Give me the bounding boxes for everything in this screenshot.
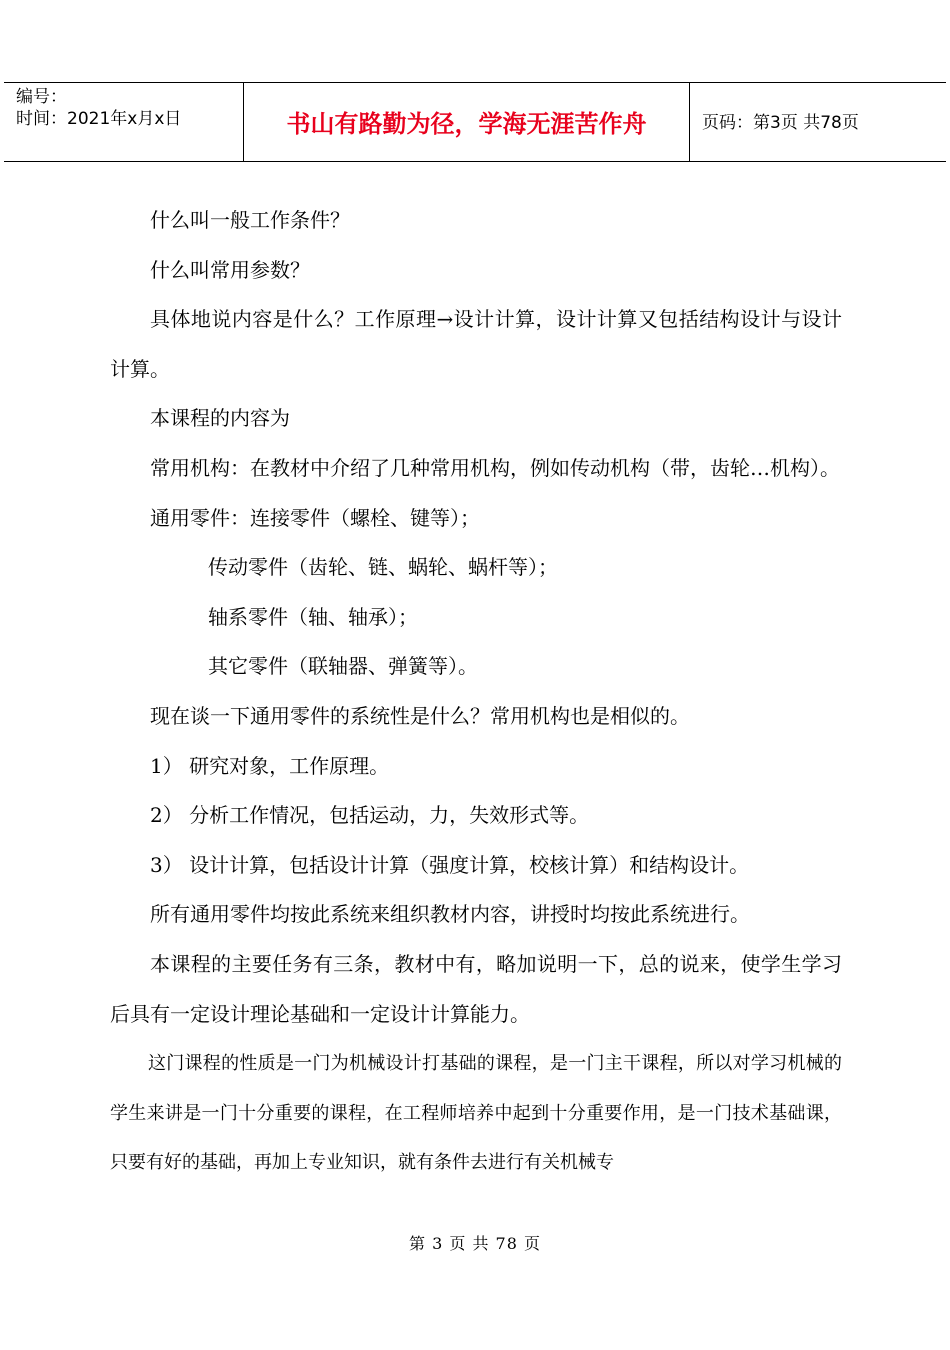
body-paragraph: 2） 分析工作情况，包括运动，力，失效形式等。 (150, 803, 590, 828)
document-body (110, 196, 842, 1188)
document-code-label: 编号： (16, 87, 67, 107)
body-paragraph: 其它零件（联轴器、弹簧等）。 (208, 654, 478, 679)
body-paragraph: 轴系零件（轴、轴承）； (208, 604, 418, 629)
body-paragraph: 传动零件（齿轮、链、蜗轮、蜗杆等）； (208, 555, 558, 580)
body-paragraph: 1） 研究对象，工作原理。 (150, 753, 390, 778)
body-paragraph: 这门课程的性质是一门为机械设计打基础的课程，是一门主干课程，所以对学习机械的学生来讲是一门十分重要的课程，在工程师培养中起到十分重要作用，是一门技术基础课，只要有好的基础，再加上专业知识，就有条件去进行有关机械专 (110, 1053, 842, 1174)
header-motto: 书山有路勤为径，学海无涯苦作舟 (286, 110, 647, 138)
header-meta-cell (4, 83, 244, 161)
body-paragraph: 常用机构：在教材中介绍了几种常用机构，例如传动机构（带，齿轮…机构）。 (150, 455, 840, 480)
body-paragraph: 什么叫常用参数？ (150, 257, 310, 282)
body-paragraph: 通用零件：连接零件（螺栓、键等）； (150, 505, 480, 530)
body-paragraph: 具体地说内容是什么？工作原理→设计计算，设计计算又包括结构设计与设计计算。 (110, 307, 842, 381)
document-time-label: 时间：2021年x月x日 (16, 109, 182, 129)
body-paragraph: 现在谈一下通用零件的系统性是什么？常用机构也是相似的。 (150, 703, 690, 728)
body-paragraph: 本课程的内容为 (150, 406, 290, 431)
page-footer: 第 3 页 共 78 页 (409, 1234, 541, 1253)
body-paragraph: 3） 设计计算，包括设计计算（强度计算，校核计算）和结构设计。 (150, 852, 750, 877)
header-page-code: 页码：第3页 共78页 (702, 113, 859, 133)
body-paragraph: 什么叫一般工作条件？ (150, 208, 350, 232)
header-page-cell (690, 83, 946, 161)
body-paragraph: 所有通用零件均按此系统来组织教材内容，讲授时均按此系统进行。 (150, 902, 750, 927)
body-paragraph: 本课程的主要任务有三条，教材中有，略加说明一下，总的说来，使学生学习后具有一定设计理论基础和一定设计计算能力。 (110, 951, 842, 1026)
document-header (4, 82, 946, 162)
header-motto-cell (244, 83, 690, 161)
